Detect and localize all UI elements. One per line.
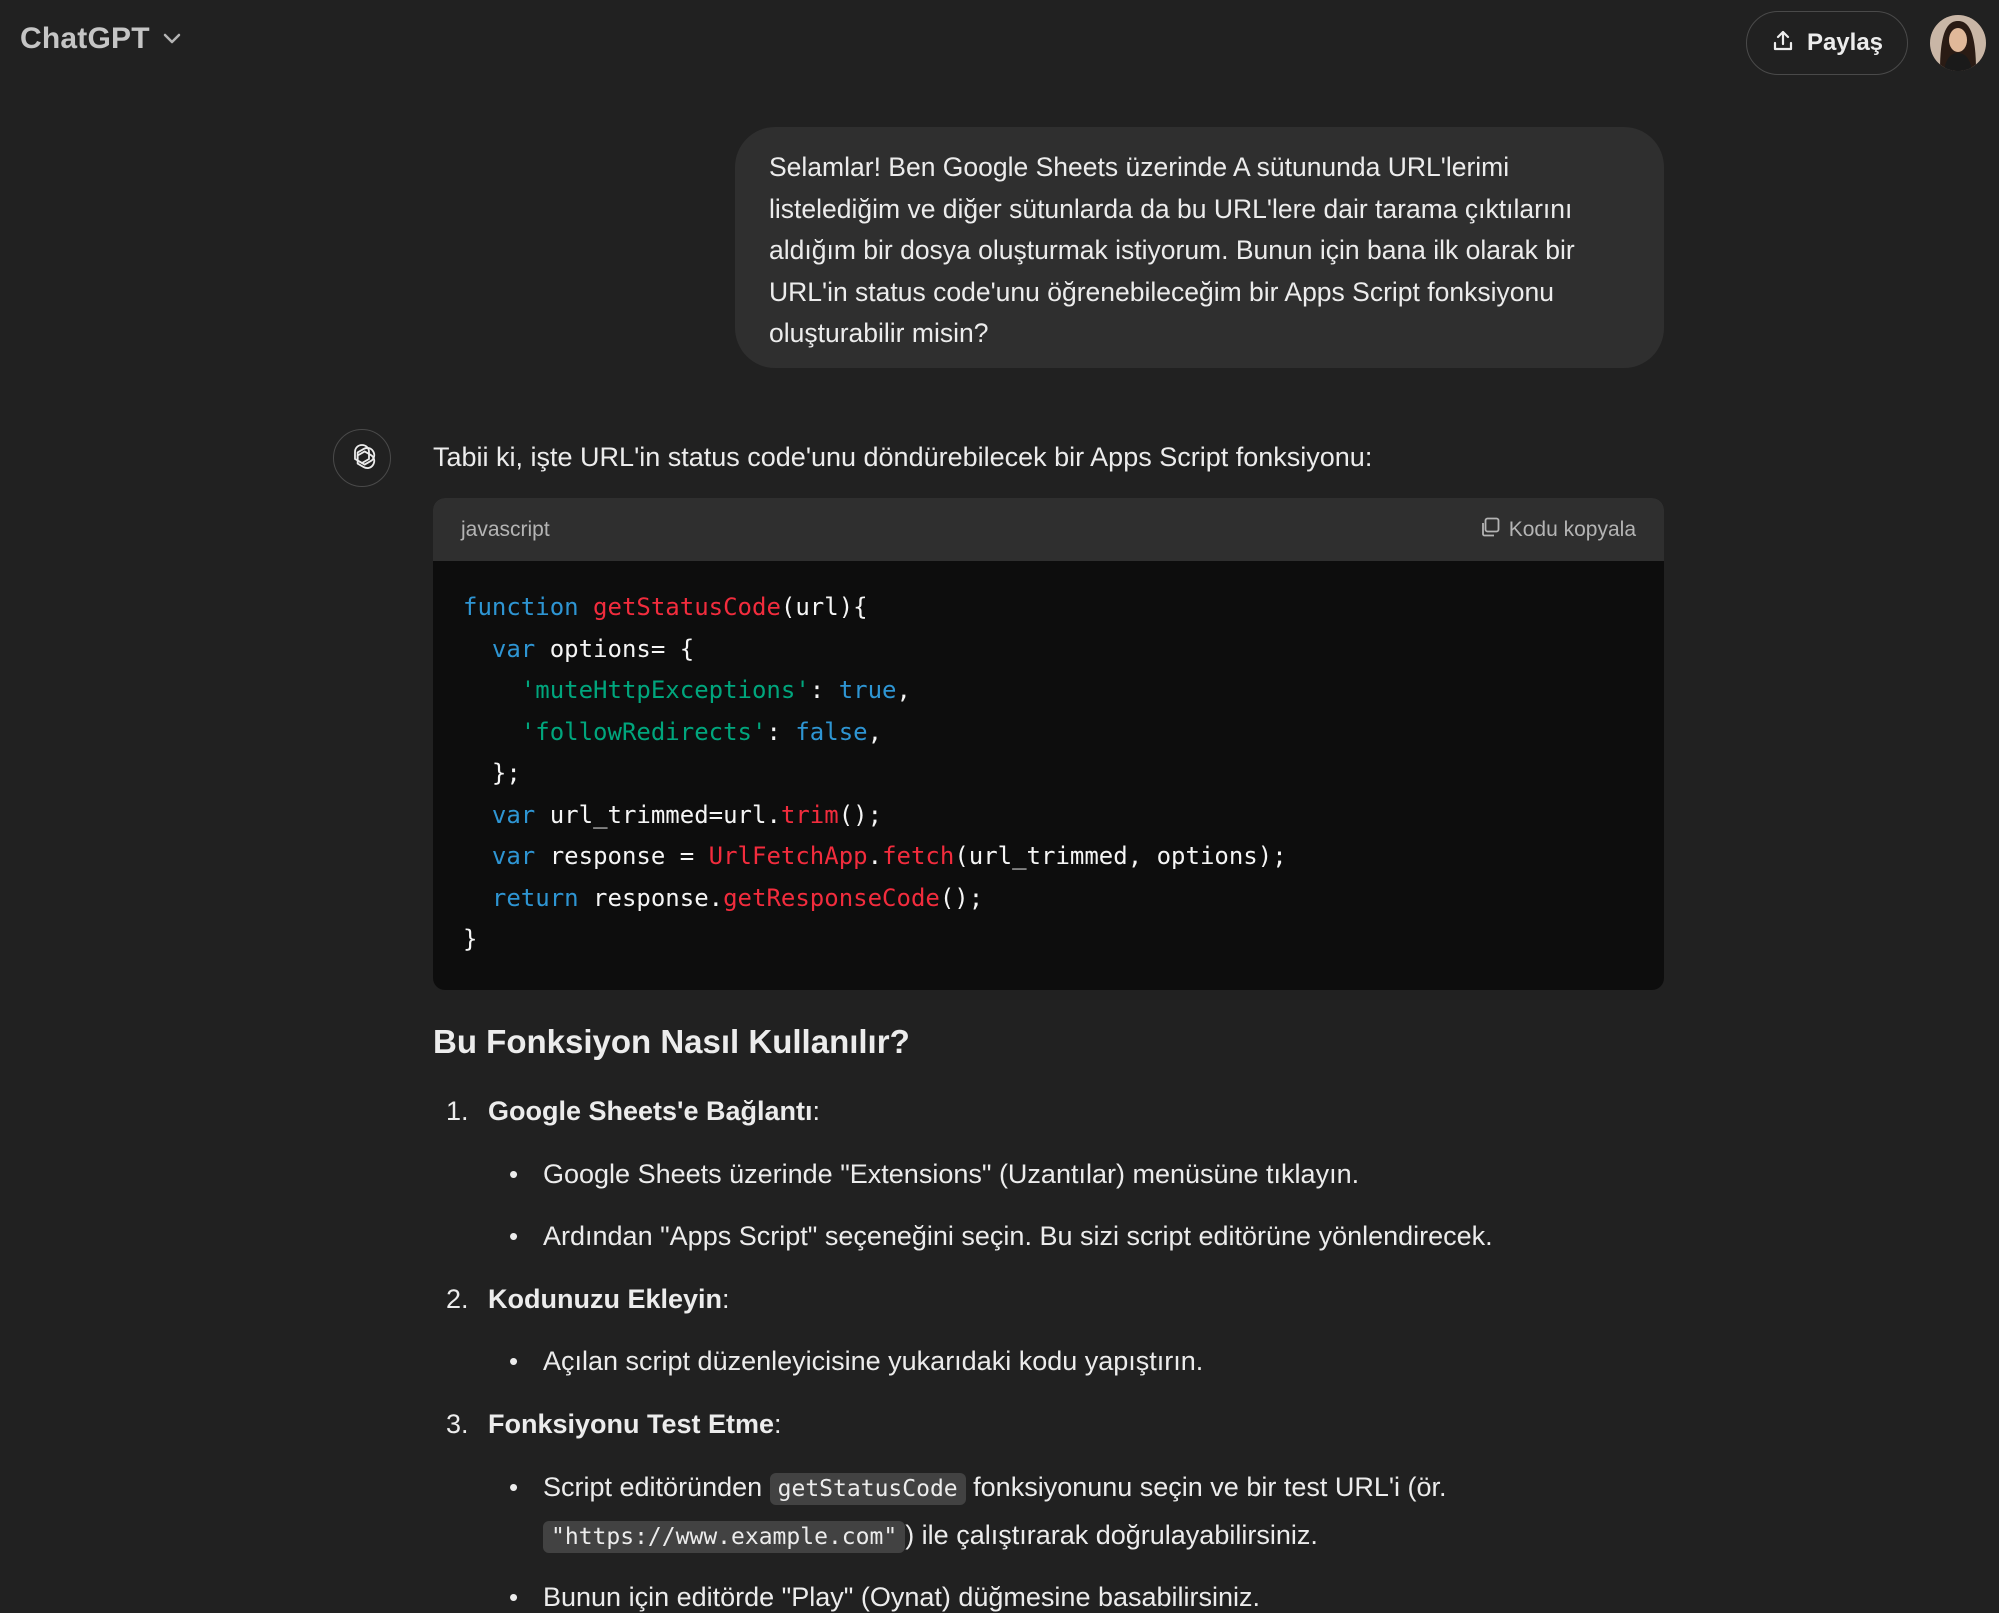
chevron-down-icon xyxy=(162,32,182,46)
share-icon xyxy=(1771,29,1795,58)
list-number: 2. xyxy=(446,1284,469,1314)
user-message-line: oluşturabilir misin? xyxy=(769,318,989,348)
model-selector[interactable] xyxy=(20,22,182,56)
copy-icon xyxy=(1479,516,1501,543)
share-button[interactable] xyxy=(1746,11,1908,75)
bullet-dot: • xyxy=(509,1221,519,1251)
user-message-line: listelediğim ve diğer sütunlarda da bu URL'lere dair tarama çıktılarını xyxy=(769,193,1573,224)
bullet-dot: • xyxy=(509,1159,519,1189)
list-bullet-text: "https://www.example.com" ) ile çalıştırarak doğrulayabilirsiniz. xyxy=(543,1520,1318,1551)
avatar[interactable] xyxy=(1930,15,1986,71)
user-message-line: Selamlar! Ben Google Sheets üzerinde A sütununda URL'lerimi xyxy=(769,152,1510,182)
list-number: 1. xyxy=(446,1096,469,1126)
bullet-dot: • xyxy=(509,1582,519,1612)
list-item-title: Google Sheets'e Bağlantı: xyxy=(488,1096,821,1126)
bullet-dot: • xyxy=(509,1346,519,1376)
list-item-title: Fonksiyonu Test Etme: xyxy=(488,1409,782,1439)
code-language: javascript xyxy=(461,517,550,541)
copy-code-label: Kodu kopyala xyxy=(1508,517,1636,541)
list-item-title: Kodunuzu Ekleyin: xyxy=(488,1284,730,1314)
user-message-bubble xyxy=(735,127,1664,368)
top-bar xyxy=(0,0,1999,86)
list-bullet-text: Açılan script düzenleyicisine yukarıdaki kodu yapıştırın. xyxy=(543,1346,1204,1376)
copy-code-button[interactable] xyxy=(1479,516,1636,543)
bullet-dot: • xyxy=(509,1472,519,1502)
code-block-header xyxy=(433,498,1664,561)
list-bullet-text: Ardından "Apps Script" seçeneğini seçin. Bu sizi script editörüne yönlendirecek. xyxy=(543,1221,1493,1251)
code-content: function getStatusCode(url){ var options= { 'muteHttpExceptions': true, 'followRedirects': false, }; var url_trimmed=url.trim(); var response = UrlFetchApp.fetch(url_trimmed, options); return response.getResponseCode(); } xyxy=(463,593,1287,953)
model-name: ChatGPT xyxy=(20,22,150,55)
code-block xyxy=(433,498,1664,990)
user-message-line: URL'in status code'unu öğrenebileceğim bir Apps Script fonksiyonu xyxy=(769,276,1554,307)
list-bullet-text: Bunun için editörde "Play" (Oynat) düğmesine basabilirsiniz. xyxy=(543,1582,1261,1612)
list-bullet-text: Script editöründen getStatusCode fonksiyonunu seçin ve bir test URL'i (ör. xyxy=(543,1472,1447,1503)
inline-code: "https://www.example.com" xyxy=(543,1521,905,1553)
assistant-intro: Tabii ki, işte URL'in status code'unu döndürebilecek bir Apps Script fonksiyonu: xyxy=(433,442,1373,472)
inline-code: getStatusCode xyxy=(770,1473,966,1505)
section-heading: Bu Fonksiyon Nasıl Kullanılır? xyxy=(433,1023,910,1060)
openai-logo-icon xyxy=(333,429,391,487)
share-label: Paylaş xyxy=(1806,29,1884,56)
list-bullet-text: Google Sheets üzerinde "Extensions" (Uzantılar) menüsüne tıklayın. xyxy=(543,1159,1360,1189)
user-message-line: aldığım bir dosya oluşturmak istiyorum. Bunun için bana ilk olarak bir xyxy=(769,235,1575,265)
list-number: 3. xyxy=(446,1409,469,1439)
